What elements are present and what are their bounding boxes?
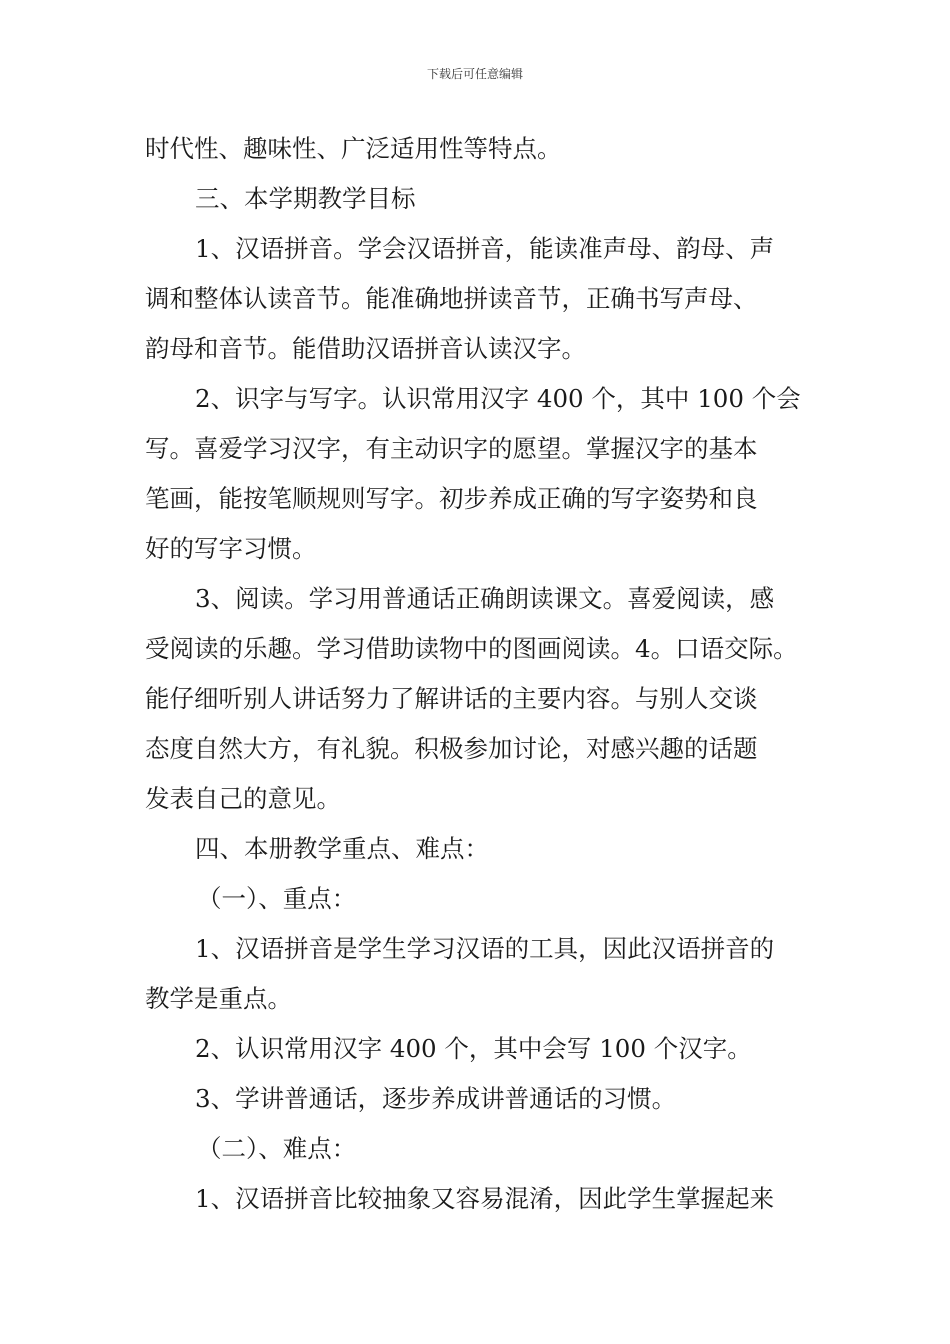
text-line: 3、阅读。学习用普通话正确朗读课文。喜爱阅读，感	[195, 584, 775, 613]
section-heading: 三、本学期教学目标	[195, 184, 416, 213]
text-line: 3、学讲普通话，逐步养成讲普通话的习惯。	[195, 1084, 677, 1113]
text-line: 好的写字习惯。	[145, 534, 317, 563]
text-line: 韵母和音节。能借助汉语拼音认读汉字。	[145, 334, 586, 363]
section-heading: 四、本册教学重点、难点：	[195, 834, 489, 863]
text-line: 写。喜爱学习汉字，有主动识字的愿望。掌握汉字的基本	[145, 434, 758, 463]
text-line: 调和整体认读音节。能准确地拼读音节，正确书写声母、	[145, 284, 758, 313]
text-line: 发表自己的意见。	[145, 784, 341, 813]
text-line: 1、汉语拼音。学会汉语拼音，能读准声母、韵母、声	[195, 234, 775, 263]
subsection-heading: （二）、难点：	[197, 1134, 357, 1163]
text-line: 1、汉语拼音是学生学习汉语的工具，因此汉语拼音的	[195, 934, 775, 963]
page-header: 下载后可任意编辑	[426, 67, 523, 81]
text-line: 受阅读的乐趣。学习借助读物中的图画阅读。4。口语交际。	[145, 634, 798, 663]
document-body	[145, 124, 825, 1224]
text-line: 笔画，能按笔顺规则写字。初步养成正确的写字姿势和良	[145, 484, 758, 513]
text-line: 时代性、趣味性、广泛适用性等特点。	[145, 134, 562, 163]
text-line: 1、汉语拼音比较抽象又容易混淆，因此学生掌握起来	[195, 1184, 775, 1213]
subsection-heading: （一）、重点：	[197, 884, 357, 913]
text-line: 教学是重点。	[145, 984, 292, 1013]
text-line: 能仔细听别人讲话努力了解讲话的主要内容。与别人交谈	[145, 684, 758, 713]
text-line: 态度自然大方，有礼貌。积极参加讨论，对感兴趣的话题	[145, 734, 758, 763]
text-line: 2、识字与写字。认识常用汉字 400 个，其中 100 个会	[195, 384, 801, 413]
text-line: 2、认识常用汉字 400 个，其中会写 100 个汉字。	[195, 1034, 752, 1063]
